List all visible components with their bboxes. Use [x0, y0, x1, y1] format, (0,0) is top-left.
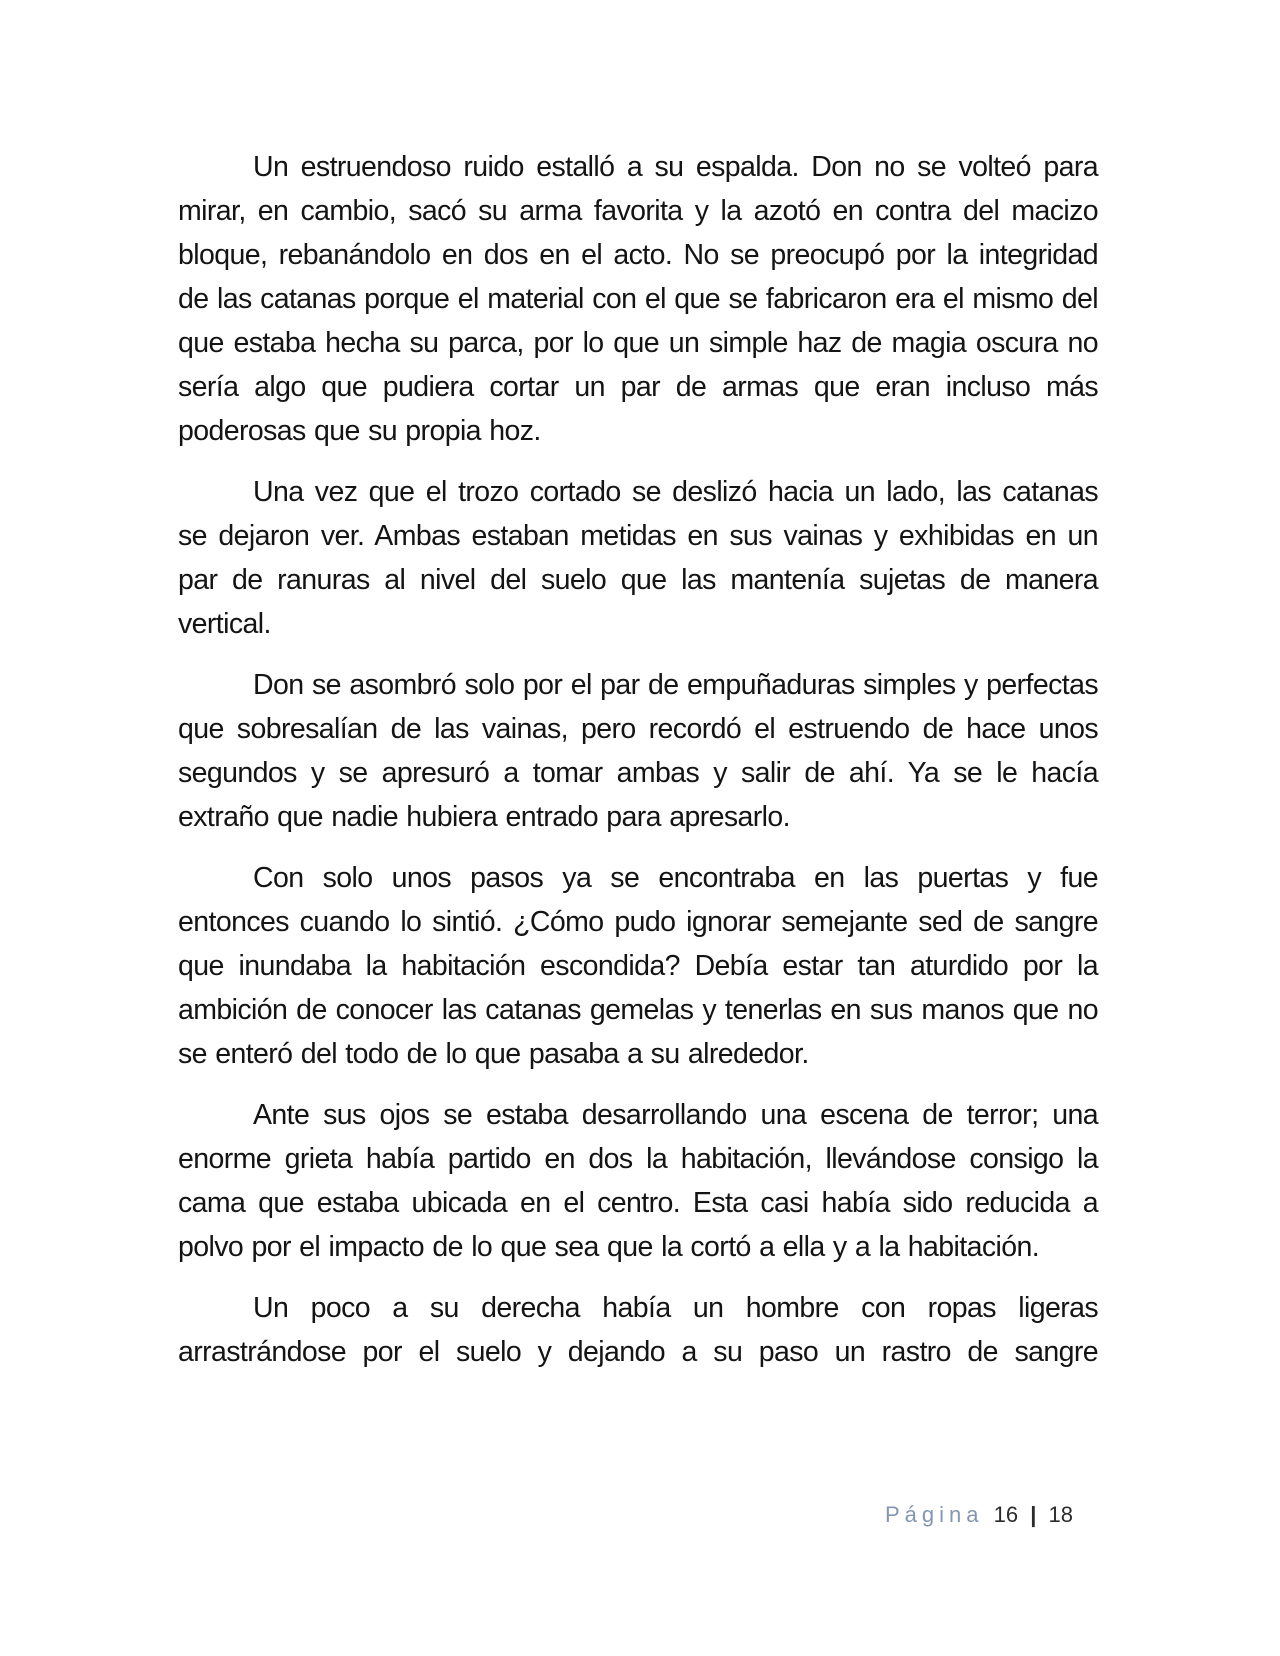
- current-page-number: 16: [993, 1502, 1019, 1527]
- paragraph: Un poco a su derecha había un hombre con ropas ligeras arrastrándose por el suelo y dejando a su paso un rastro de sangre: [178, 1292, 1098, 1368]
- paragraph: Con solo unos pasos ya se encontraba en las puertas y fue entonces cuando lo sintió. ¿Cómo pudo ignorar semejante sed de sangre que inundaba la habitación escondida? Debía estar tan aturdido por la ambición de conocer las catanas gemelas y tenerlas en sus manos que no se enteró del todo de lo que pasaba a su alrededor.: [178, 862, 1098, 1070]
- page-separator: |: [1030, 1502, 1037, 1527]
- paragraph: Don se asombró solo por el par de empuñaduras simples y perfectas que sobresalían de las vainas, pero recordó el estruendo de hace unos segundos y se apresuró a tomar ambas y salir de ahí. Ya se le hacía extraño que nadie hubiera entrado para apresarlo.: [178, 669, 1098, 833]
- document-body: [178, 145, 1098, 1391]
- paragraph: Una vez que el trozo cortado se deslizó hacia un lado, las catanas se dejaron ver. Ambas estaban metidas en sus vainas y exhibidas en un par de ranuras al nivel del suelo que las mantenía sujetas de manera vertical.: [178, 476, 1098, 640]
- total-pages-number: 18: [1048, 1502, 1074, 1527]
- paragraph: Un estruendoso ruido estalló a su espalda. Don no se volteó para mirar, en cambio, sacó su arma favorita y la azotó en contra del macizo bloque, rebanándolo en dos en el acto. No se preocupó por la integridad de las catanas porque el material con el que se fabricaron era el mismo del que estaba hecha su parca, por lo que un simple haz de magia oscura no sería algo que pudiera cortar un par de armas que eran incluso más poderosas que su propia hoz.: [178, 151, 1098, 447]
- paragraph: Ante sus ojos se estaba desarrollando una escena de terror; una enorme grieta había partido en dos la habitación, llevándose consigo la cama que estaba ubicada en el centro. Esta casi había sido reducida a polvo por el impacto de lo que sea que la cortó a ella y a la habitación.: [178, 1099, 1098, 1263]
- page-label: Página: [885, 1502, 984, 1527]
- page-footer: [885, 1500, 1073, 1530]
